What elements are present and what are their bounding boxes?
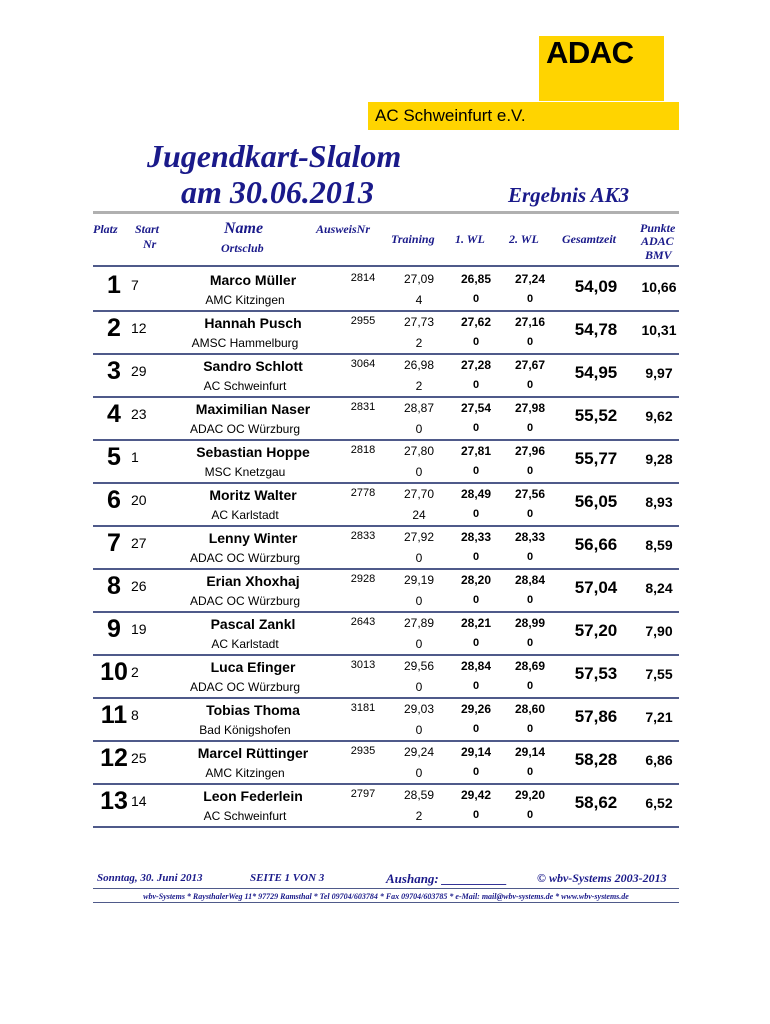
row-place: 1	[107, 271, 121, 299]
row-points: 6,52	[645, 795, 673, 811]
row-start-number: 29	[131, 363, 147, 379]
table-row	[93, 396, 679, 439]
row-license-number: 3064	[350, 358, 376, 370]
row-run2-penalty: 0	[526, 422, 534, 434]
row-training-time: 29,24	[403, 745, 435, 759]
table-row	[93, 482, 679, 525]
row-start-number: 27	[131, 535, 147, 551]
row-run1-penalty: 0	[472, 723, 480, 735]
row-run2-penalty: 0	[526, 293, 534, 305]
row-training-time: 27,80	[403, 444, 435, 458]
row-total-time: 58,28	[574, 750, 618, 769]
row-divider	[93, 826, 679, 828]
row-start-number: 19	[131, 621, 147, 637]
row-club: AMC Kitzingen	[205, 766, 285, 780]
row-place: 6	[107, 486, 121, 514]
header-wl2: 2. WL	[509, 232, 539, 246]
row-training-time: 26,98	[403, 358, 435, 372]
row-run2-time: 29,20	[514, 788, 546, 802]
row-total-time: 57,86	[574, 707, 618, 726]
header-ortsclub: Ortsclub	[221, 241, 264, 255]
row-points: 7,21	[645, 709, 673, 725]
row-place: 2	[107, 314, 121, 342]
row-club: AMSC Hammelburg	[191, 336, 299, 350]
row-driver-name: Lenny Winter	[208, 530, 298, 546]
row-run1-penalty: 0	[472, 293, 480, 305]
row-driver-name: Hannah Pusch	[204, 315, 302, 331]
row-training-penalty: 0	[415, 465, 423, 479]
table-row	[93, 525, 679, 568]
row-run2-time: 28,69	[514, 659, 546, 673]
row-run1-time: 28,84	[460, 659, 492, 673]
row-training-time: 27,70	[403, 487, 435, 501]
table-row	[93, 353, 679, 396]
header-punkte: Punkte	[640, 221, 676, 235]
row-place: 3	[107, 357, 121, 385]
row-place: 7	[107, 529, 121, 557]
header-gesamtzeit: Gesamtzeit	[562, 232, 616, 246]
row-training-time: 29,56	[403, 659, 435, 673]
row-training-time: 27,89	[403, 616, 435, 630]
row-driver-name: Sebastian Hoppe	[196, 444, 310, 460]
row-total-time: 55,77	[574, 449, 618, 468]
row-club: ADAC OC Würzburg	[189, 551, 301, 565]
row-run1-time: 27,62	[460, 315, 492, 329]
row-total-time: 54,95	[574, 363, 618, 382]
row-run1-penalty: 0	[472, 809, 480, 821]
row-license-number: 2814	[350, 272, 376, 284]
table-row	[93, 783, 679, 826]
row-club: ADAC OC Würzburg	[189, 594, 301, 608]
row-driver-name: Sandro Schlott	[203, 358, 303, 374]
row-run1-penalty: 0	[472, 422, 480, 434]
row-driver-name: Maximilian Naser	[195, 401, 311, 417]
row-run1-time: 29,14	[460, 745, 492, 759]
row-training-penalty: 0	[415, 551, 423, 565]
footer-page: SEITE 1 VON 3	[250, 872, 325, 884]
row-run2-time: 27,96	[514, 444, 546, 458]
row-training-time: 29,19	[403, 573, 435, 587]
row-training-penalty: 2	[415, 336, 423, 350]
row-run2-penalty: 0	[526, 379, 534, 391]
row-training-penalty: 0	[415, 680, 423, 694]
row-run2-time: 27,24	[514, 272, 546, 286]
row-training-penalty: 0	[415, 766, 423, 780]
header-training: Training	[391, 232, 435, 246]
header-punkte-adac: ADAC	[641, 234, 674, 248]
event-title: Jugendkart-Slalom	[147, 138, 402, 174]
row-training-time: 27,09	[403, 272, 435, 286]
row-license-number: 2831	[350, 401, 376, 413]
row-total-time: 58,62	[574, 793, 618, 812]
row-driver-name: Leon Federlein	[203, 788, 303, 804]
row-run2-time: 28,84	[514, 573, 546, 587]
row-run2-penalty: 0	[526, 680, 534, 692]
row-run2-time: 28,99	[514, 616, 546, 630]
row-points: 7,90	[645, 623, 673, 639]
row-training-time: 28,87	[403, 401, 435, 415]
row-driver-name: Luca Efinger	[210, 659, 296, 675]
row-place: 5	[107, 443, 121, 471]
row-start-number: 1	[131, 449, 139, 465]
row-driver-name: Marco Müller	[209, 272, 297, 288]
row-driver-name: Moritz Walter	[209, 487, 297, 503]
table-row	[93, 654, 679, 697]
row-start-number: 25	[131, 750, 147, 766]
table-row	[93, 439, 679, 482]
header-wl1: 1. WL	[455, 232, 485, 246]
row-run2-time: 27,67	[514, 358, 546, 372]
row-place: 11	[100, 701, 128, 729]
row-points: 10,31	[641, 322, 677, 338]
row-points: 7,55	[645, 666, 673, 682]
row-run2-time: 27,98	[514, 401, 546, 415]
row-run2-penalty: 0	[526, 336, 534, 348]
row-license-number: 2833	[350, 530, 376, 542]
row-place: 13	[100, 787, 128, 815]
row-training-penalty: 2	[415, 809, 423, 823]
row-run1-time: 26,85	[460, 272, 492, 286]
row-club: AC Schweinfurt	[203, 809, 287, 823]
row-license-number: 3181	[350, 702, 376, 714]
row-run2-time: 28,33	[514, 530, 546, 544]
footer-aushang: Aushang: __________	[386, 871, 507, 886]
row-run2-time: 27,16	[514, 315, 546, 329]
row-run1-penalty: 0	[472, 465, 480, 477]
row-run2-time: 28,60	[514, 702, 546, 716]
row-run2-penalty: 0	[526, 551, 534, 563]
adac-logo-text: ADAC	[546, 35, 634, 70]
row-points: 10,66	[641, 279, 677, 295]
table-row	[93, 568, 679, 611]
row-club: AMC Kitzingen	[205, 293, 285, 307]
row-run2-penalty: 0	[526, 723, 534, 735]
row-run1-time: 29,42	[460, 788, 492, 802]
row-points: 8,59	[645, 537, 673, 553]
row-driver-name: Marcel Rüttinger	[197, 745, 309, 761]
header-start-nr: Nr	[143, 237, 157, 251]
row-club: Bad Königshofen	[199, 723, 291, 737]
row-run1-time: 27,28	[460, 358, 492, 372]
row-license-number: 2643	[350, 616, 376, 628]
row-total-time: 54,09	[574, 277, 618, 296]
row-training-penalty: 4	[415, 293, 423, 307]
row-club: MSC Knetzgau	[204, 465, 286, 479]
row-driver-name: Tobias Thoma	[206, 702, 300, 718]
row-club: AC Schweinfurt	[203, 379, 287, 393]
header-divider	[93, 211, 679, 214]
row-license-number: 2778	[350, 487, 376, 499]
row-training-time: 27,92	[403, 530, 435, 544]
row-total-time: 57,04	[574, 578, 618, 597]
table-row	[93, 310, 679, 353]
row-place: 10	[100, 658, 128, 686]
row-club: AC Karlstadt	[211, 508, 279, 522]
row-points: 8,24	[645, 580, 673, 596]
header-name: Name	[224, 220, 264, 237]
row-run2-penalty: 0	[526, 637, 534, 649]
row-run2-penalty: 0	[526, 594, 534, 606]
table-row	[93, 267, 679, 310]
row-run2-penalty: 0	[526, 809, 534, 821]
row-license-number: 3013	[350, 659, 376, 671]
row-training-penalty: 0	[415, 637, 423, 651]
table-row	[93, 740, 679, 783]
row-run2-penalty: 0	[526, 465, 534, 477]
footer-bottom-rule	[93, 902, 679, 903]
row-training-penalty: 0	[415, 723, 423, 737]
row-total-time: 57,20	[574, 621, 618, 640]
footer-date: Sonntag, 30. Juni 2013	[97, 872, 203, 884]
row-start-number: 26	[131, 578, 147, 594]
row-start-number: 20	[131, 492, 147, 508]
row-run1-time: 28,20	[460, 573, 492, 587]
row-training-penalty: 2	[415, 379, 423, 393]
row-run1-time: 29,26	[460, 702, 492, 716]
row-license-number: 2928	[350, 573, 376, 585]
row-place: 12	[100, 744, 128, 772]
row-training-penalty: 0	[415, 422, 423, 436]
row-points: 9,28	[645, 451, 673, 467]
row-run1-time: 27,54	[460, 401, 492, 415]
row-start-number: 2	[131, 664, 139, 680]
row-license-number: 2818	[350, 444, 376, 456]
row-start-number: 12	[131, 320, 147, 336]
row-run1-time: 28,33	[460, 530, 492, 544]
row-run1-penalty: 0	[472, 551, 480, 563]
row-driver-name: Pascal Zankl	[210, 616, 296, 632]
club-name: AC Schweinfurt e.V.	[375, 106, 526, 125]
row-driver-name: Erian Xhoxhaj	[206, 573, 300, 589]
row-run2-penalty: 0	[526, 766, 534, 778]
row-run1-time: 28,49	[460, 487, 492, 501]
row-run1-penalty: 0	[472, 379, 480, 391]
row-run2-time: 27,56	[514, 487, 546, 501]
row-training-penalty: 24	[412, 508, 426, 522]
row-run1-penalty: 0	[472, 508, 480, 520]
row-training-time: 27,73	[403, 315, 435, 329]
row-points: 6,86	[645, 752, 673, 768]
row-total-time: 56,66	[574, 535, 618, 554]
row-run1-penalty: 0	[472, 594, 480, 606]
row-run1-penalty: 0	[472, 336, 480, 348]
row-run1-penalty: 0	[472, 766, 480, 778]
header-punkte-bmv: BMV	[645, 248, 672, 262]
event-date: am 30.06.2013	[181, 174, 374, 210]
row-club: ADAC OC Würzburg	[189, 422, 301, 436]
header-start: Start	[135, 222, 160, 236]
row-total-time: 54,78	[574, 320, 618, 339]
footer-address: wbv-Systems * RaysthalerWeg 11* 97729 Ramsthal * Tel 09704/603784 * Fax 09704/603785 * e-Mail: mail@wbv-systems.de * www.wbv-systems.de	[143, 892, 629, 901]
row-training-time: 29,03	[403, 702, 435, 716]
row-place: 8	[107, 572, 121, 600]
row-start-number: 23	[131, 406, 147, 422]
row-start-number: 8	[131, 707, 139, 723]
row-run1-time: 28,21	[460, 616, 492, 630]
row-license-number: 2955	[350, 315, 376, 327]
row-license-number: 2797	[350, 788, 376, 800]
table-row	[93, 611, 679, 654]
result-class-title: Ergebnis AK3	[508, 183, 630, 207]
row-place: 9	[107, 615, 121, 643]
header-ausweis: AusweisNr	[316, 222, 371, 236]
row-start-number: 7	[131, 277, 139, 293]
row-club: AC Karlstadt	[211, 637, 279, 651]
row-run2-time: 29,14	[514, 745, 546, 759]
row-total-time: 55,52	[574, 406, 618, 425]
table-row	[93, 697, 679, 740]
row-run1-penalty: 0	[472, 680, 480, 692]
row-total-time: 56,05	[574, 492, 618, 511]
footer-rule	[93, 888, 679, 889]
row-run1-penalty: 0	[472, 637, 480, 649]
row-license-number: 2935	[350, 745, 376, 757]
row-points: 9,97	[645, 365, 673, 381]
row-run1-time: 27,81	[460, 444, 492, 458]
row-start-number: 14	[131, 793, 147, 809]
footer-copyright: © wbv-Systems 2003-2013	[537, 871, 667, 885]
row-run2-penalty: 0	[526, 508, 534, 520]
row-training-penalty: 0	[415, 594, 423, 608]
row-points: 9,62	[645, 408, 673, 424]
row-total-time: 57,53	[574, 664, 618, 683]
row-training-time: 28,59	[403, 788, 435, 802]
header-platz: Platz	[93, 222, 118, 236]
row-club: ADAC OC Würzburg	[189, 680, 301, 694]
row-place: 4	[107, 400, 121, 428]
row-points: 8,93	[645, 494, 673, 510]
